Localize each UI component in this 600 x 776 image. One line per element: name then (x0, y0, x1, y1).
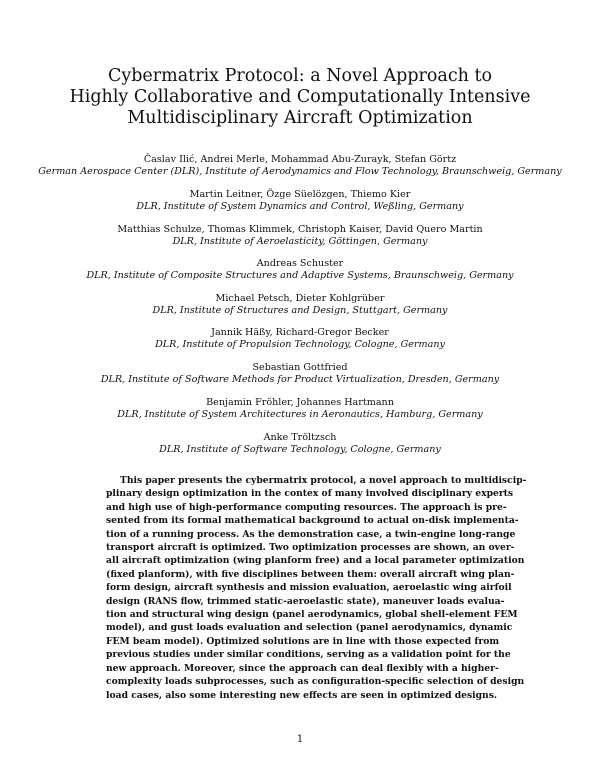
abstract-line: (fixed planform), with five disciplines between them: overall aircraft wing plan- (106, 568, 515, 580)
abstract-line: form design, aircraft synthesis and mission evaluation, aeroelastic wing airfoil (106, 582, 512, 594)
author-affiliation: DLR, Institute of Software Technology, Cologne, Germany (159, 444, 441, 455)
abstract-line: sented from its formal mathematical background to actual on-disk implementa- (106, 515, 519, 527)
author-affiliation: DLR, Institute of Composite Structures and Adaptive Systems, Braunschweig, Germany (86, 270, 514, 281)
abstract-line: model), and gust loads evaluation and selection (panel aerodynamics, dynamic (106, 622, 513, 634)
author-names: Sebastian Gottfried (252, 362, 348, 373)
abstract-line: and high use of high-performance computing resources. The approach is pre- (106, 501, 507, 513)
author-group (20, 362, 580, 386)
author-affiliation: German Aerospace Center (DLR), Institute of Aerodynamics and Flow Technology, Braunschweig, Germany (38, 166, 562, 177)
author-group (20, 293, 580, 317)
author-group (20, 154, 580, 178)
abstract-line: tion and structural wing design (panel aerodynamics, global shell-element FEM (106, 609, 518, 621)
author-group (20, 224, 580, 248)
title-line-1: Cybermatrix Protocol: a Novel Approach to (107, 66, 493, 86)
author-names: Jannik Häßy, Richard-Gregor Becker (211, 327, 389, 338)
abstract-line: new approach. Moreover, since the approach can deal flexibly with a higher- (106, 662, 499, 674)
abstract-line: design (RANS flow, trimmed static-aeroelastic state), maneuver loads evalua- (106, 595, 505, 607)
abstract-line: tion of a running process. As the demonstration case, a twin-engine long-range (106, 528, 516, 540)
author-affiliation: DLR, Institute of Structures and Design, Stuttgart, Germany (152, 305, 448, 316)
author-group (20, 258, 580, 282)
abstract-line: previous studies under similar conditions, serving as a validation point for the (106, 649, 511, 661)
author-names: Časlav Ilić, Andrei Merle, Mohammad Abu-Zurayk, Stefan Görtz (143, 154, 457, 165)
title-line-3: Multidisciplinary Aircraft Optimization (127, 108, 473, 128)
abstract-line: transport aircraft is optimized. Two optimization processes are shown, an over- (106, 542, 515, 554)
author-group (20, 327, 580, 351)
author-group (20, 432, 580, 456)
author-names: Benjamin Fröhler, Johannes Hartmann (206, 397, 394, 408)
abstract-line: FEM beam model). Optimized solutions are in line with those expected from (106, 635, 500, 647)
author-affiliation: DLR, Institute of Aeroelasticity, Göttingen, Germany (172, 236, 428, 247)
abstract (106, 474, 527, 702)
paper-title (40, 66, 560, 129)
abstract-line: load cases, also some interesting new effects are seen in optimized designs. (106, 689, 498, 701)
author-affiliation: DLR, Institute of System Dynamics and Control, Weßling, Germany (136, 201, 464, 212)
abstract-line: plinary design optimization in the contex of many involved disciplinary experts (106, 488, 514, 500)
abstract-line: complexity loads subprocesses, such as configuration-specific selection of design (106, 676, 525, 688)
author-names: Martin Leitner, Özge Süelözgen, Thiemo Kier (189, 189, 411, 200)
author-affiliation: DLR, Institute of Software Methods for Product Virtualization, Dresden, Germany (100, 374, 500, 385)
author-names: Andreas Schuster (256, 258, 344, 269)
author-names: Anke Tröltzsch (263, 432, 337, 443)
author-affiliation: DLR, Institute of System Architectures in Aeronautics, Hamburg, Germany (117, 409, 483, 420)
author-group (20, 189, 580, 213)
abstract-line: all aircraft optimization (wing planform free) and a local parameter optimization (106, 555, 525, 567)
author-names: Michael Petsch, Dieter Kohlgrüber (215, 293, 385, 304)
author-names: Matthias Schulze, Thomas Klimmek, Christoph Kaiser, David Quero Martin (117, 224, 483, 235)
author-affiliation: DLR, Institute of Propulsion Technology, Cologne, Germany (155, 339, 445, 350)
abstract-line: This paper presents the cybermatrix protocol, a novel approach to multidiscip- (120, 475, 527, 486)
page-number: 1 (296, 734, 304, 745)
title-line-2: Highly Collaborative and Computationally Intensive (69, 87, 531, 107)
author-group (20, 397, 580, 421)
